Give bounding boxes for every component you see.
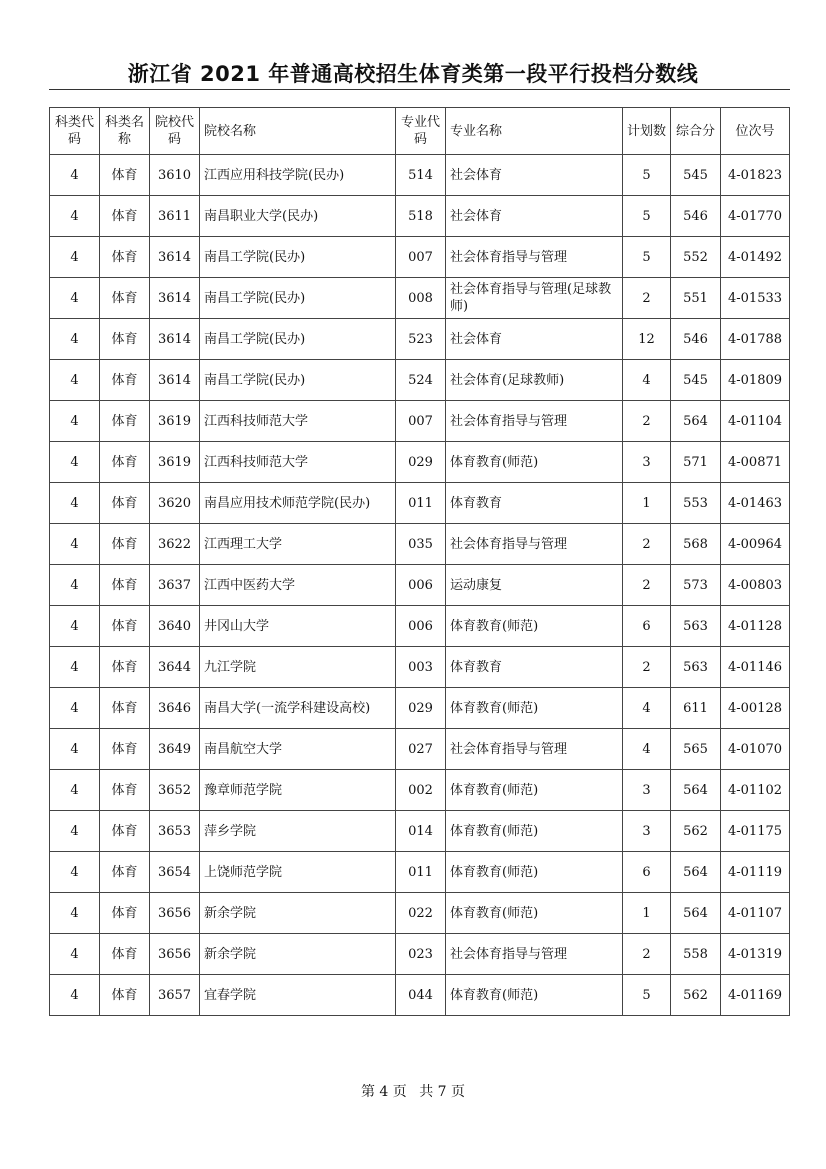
header-category-code: 科类代码 <box>50 108 100 155</box>
cell-category-name: 体育 <box>100 975 150 1016</box>
cell-category-code: 4 <box>50 524 100 565</box>
header-major-code: 专业代码 <box>396 108 446 155</box>
cell-major-name: 社会体育指导与管理 <box>446 524 623 565</box>
cell-plan-count: 5 <box>623 237 671 278</box>
cell-school-code: 3614 <box>150 278 200 319</box>
cell-school-name: 南昌应用技术师范学院(民办) <box>200 483 396 524</box>
cell-rank: 4-01128 <box>721 606 790 647</box>
cell-major-name: 体育教育(师范) <box>446 811 623 852</box>
table-row <box>50 647 790 688</box>
cell-category-code: 4 <box>50 442 100 483</box>
cell-plan-count: 4 <box>623 688 671 729</box>
cell-plan-count: 6 <box>623 606 671 647</box>
cell-major-code: 027 <box>396 729 446 770</box>
cell-school-code: 3653 <box>150 811 200 852</box>
cell-category-code: 4 <box>50 237 100 278</box>
cell-score: 611 <box>671 688 721 729</box>
cell-plan-count: 5 <box>623 975 671 1016</box>
cell-rank: 4-00803 <box>721 565 790 606</box>
cell-major-code: 007 <box>396 237 446 278</box>
table-row <box>50 524 790 565</box>
cell-category-name: 体育 <box>100 442 150 483</box>
cell-category-code: 4 <box>50 401 100 442</box>
cell-rank: 4-01102 <box>721 770 790 811</box>
cell-school-code: 3637 <box>150 565 200 606</box>
cell-category-name: 体育 <box>100 893 150 934</box>
cell-category-code: 4 <box>50 975 100 1016</box>
cell-category-name: 体育 <box>100 278 150 319</box>
cell-school-name: 南昌工学院(民办) <box>200 319 396 360</box>
cell-score: 564 <box>671 852 721 893</box>
table-header-row <box>50 108 790 155</box>
cell-major-name: 体育教育 <box>446 483 623 524</box>
cell-plan-count: 2 <box>623 524 671 565</box>
cell-school-name: 南昌工学院(民办) <box>200 360 396 401</box>
cell-major-name: 体育教育(师范) <box>446 688 623 729</box>
cell-rank: 4-01169 <box>721 975 790 1016</box>
cell-school-name: 南昌工学院(民办) <box>200 278 396 319</box>
cell-major-code: 006 <box>396 565 446 606</box>
cell-category-name: 体育 <box>100 237 150 278</box>
cell-school-name: 井冈山大学 <box>200 606 396 647</box>
cell-score: 568 <box>671 524 721 565</box>
cell-score: 564 <box>671 893 721 934</box>
cell-school-name: 江西中医药大学 <box>200 565 396 606</box>
cell-school-name: 九江学院 <box>200 647 396 688</box>
cell-score: 562 <box>671 975 721 1016</box>
cell-school-code: 3611 <box>150 196 200 237</box>
cell-score: 563 <box>671 606 721 647</box>
cell-major-code: 011 <box>396 483 446 524</box>
cell-category-name: 体育 <box>100 770 150 811</box>
cell-school-code: 3610 <box>150 155 200 196</box>
cell-school-code: 3620 <box>150 483 200 524</box>
cell-school-name: 江西科技师范大学 <box>200 442 396 483</box>
cell-category-name: 体育 <box>100 196 150 237</box>
cell-plan-count: 1 <box>623 483 671 524</box>
cell-score: 553 <box>671 483 721 524</box>
cell-rank: 4-01175 <box>721 811 790 852</box>
cell-category-name: 体育 <box>100 647 150 688</box>
cell-score: 571 <box>671 442 721 483</box>
cell-school-code: 3656 <box>150 893 200 934</box>
cell-major-name: 体育教育(师范) <box>446 442 623 483</box>
cell-major-name: 社会体育(足球教师) <box>446 360 623 401</box>
table-row <box>50 770 790 811</box>
cell-category-name: 体育 <box>100 319 150 360</box>
cell-score: 564 <box>671 770 721 811</box>
header-school-code: 院校代码 <box>150 108 200 155</box>
cell-rank: 4-01788 <box>721 319 790 360</box>
table-body <box>50 155 790 1016</box>
cell-category-name: 体育 <box>100 852 150 893</box>
cell-school-code: 3644 <box>150 647 200 688</box>
table-row <box>50 278 790 319</box>
cell-plan-count: 6 <box>623 852 671 893</box>
table-row <box>50 565 790 606</box>
cell-major-name: 社会体育指导与管理(足球教师) <box>446 278 623 319</box>
cell-major-code: 023 <box>396 934 446 975</box>
cell-school-code: 3614 <box>150 360 200 401</box>
table-row <box>50 155 790 196</box>
page-footer <box>0 1081 826 1101</box>
cell-score: 545 <box>671 155 721 196</box>
cell-school-code: 3614 <box>150 319 200 360</box>
cell-major-code: 524 <box>396 360 446 401</box>
cell-major-code: 518 <box>396 196 446 237</box>
header-plan-count: 计划数 <box>623 108 671 155</box>
cell-major-code: 029 <box>396 688 446 729</box>
cell-rank: 4-00964 <box>721 524 790 565</box>
cell-school-name: 宜春学院 <box>200 975 396 1016</box>
cell-plan-count: 5 <box>623 196 671 237</box>
cell-school-name: 南昌航空大学 <box>200 729 396 770</box>
cell-school-name: 南昌大学(一流学科建设高校) <box>200 688 396 729</box>
cell-major-code: 014 <box>396 811 446 852</box>
cell-score: 546 <box>671 196 721 237</box>
table-row <box>50 196 790 237</box>
cell-category-name: 体育 <box>100 565 150 606</box>
table-row <box>50 934 790 975</box>
cell-school-name: 萍乡学院 <box>200 811 396 852</box>
cell-major-name: 运动康复 <box>446 565 623 606</box>
cell-category-code: 4 <box>50 196 100 237</box>
cell-category-code: 4 <box>50 155 100 196</box>
cell-plan-count: 5 <box>623 155 671 196</box>
cell-category-code: 4 <box>50 770 100 811</box>
cell-major-name: 社会体育指导与管理 <box>446 401 623 442</box>
cell-category-name: 体育 <box>100 811 150 852</box>
cell-major-name: 社会体育 <box>446 319 623 360</box>
cell-plan-count: 2 <box>623 647 671 688</box>
cell-major-code: 007 <box>396 401 446 442</box>
cell-score: 573 <box>671 565 721 606</box>
cell-major-name: 体育教育(师范) <box>446 770 623 811</box>
cell-major-code: 011 <box>396 852 446 893</box>
cell-rank: 4-01319 <box>721 934 790 975</box>
cell-score: 546 <box>671 319 721 360</box>
table-row <box>50 811 790 852</box>
cell-plan-count: 1 <box>623 893 671 934</box>
cell-major-name: 体育教育(师范) <box>446 606 623 647</box>
cell-major-code: 035 <box>396 524 446 565</box>
cell-school-name: 新余学院 <box>200 893 396 934</box>
cell-school-name: 江西理工大学 <box>200 524 396 565</box>
cell-category-code: 4 <box>50 811 100 852</box>
page-title: 浙江省 2021 年普通高校招生体育类第一段平行投档分数线 <box>127 62 699 86</box>
cell-score: 552 <box>671 237 721 278</box>
cell-plan-count: 2 <box>623 278 671 319</box>
table-row <box>50 319 790 360</box>
cell-category-name: 体育 <box>100 360 150 401</box>
cell-category-name: 体育 <box>100 155 150 196</box>
cell-major-code: 514 <box>396 155 446 196</box>
header-major-name: 专业名称 <box>446 108 623 155</box>
cell-school-code: 3657 <box>150 975 200 1016</box>
table-row <box>50 606 790 647</box>
cell-school-code: 3622 <box>150 524 200 565</box>
cell-school-name: 上饶师范学院 <box>200 852 396 893</box>
cell-score: 558 <box>671 934 721 975</box>
cell-school-code: 3619 <box>150 401 200 442</box>
cell-rank: 4-00871 <box>721 442 790 483</box>
table-row <box>50 237 790 278</box>
cell-category-code: 4 <box>50 606 100 647</box>
cell-rank: 4-01492 <box>721 237 790 278</box>
cell-plan-count: 4 <box>623 729 671 770</box>
cell-major-code: 022 <box>396 893 446 934</box>
cell-rank: 4-01809 <box>721 360 790 401</box>
cell-major-code: 002 <box>396 770 446 811</box>
cell-category-code: 4 <box>50 893 100 934</box>
cell-category-code: 4 <box>50 278 100 319</box>
cell-school-name: 南昌职业大学(民办) <box>200 196 396 237</box>
page-number: 第 4 页 <box>360 1084 407 1100</box>
cell-rank: 4-01119 <box>721 852 790 893</box>
cell-plan-count: 4 <box>623 360 671 401</box>
cell-category-name: 体育 <box>100 401 150 442</box>
cell-rank: 4-01463 <box>721 483 790 524</box>
cell-plan-count: 3 <box>623 442 671 483</box>
header-score: 综合分 <box>671 108 721 155</box>
cell-score: 551 <box>671 278 721 319</box>
cell-school-name: 江西应用科技学院(民办) <box>200 155 396 196</box>
cell-major-code: 044 <box>396 975 446 1016</box>
page-total: 共 7 页 <box>419 1084 466 1100</box>
cell-plan-count: 2 <box>623 401 671 442</box>
cell-major-code: 003 <box>396 647 446 688</box>
title-underline <box>49 89 790 90</box>
cell-category-code: 4 <box>50 565 100 606</box>
cell-major-name: 体育教育(师范) <box>446 975 623 1016</box>
cell-school-name: 南昌工学院(民办) <box>200 237 396 278</box>
cell-rank: 4-01533 <box>721 278 790 319</box>
cell-major-code: 006 <box>396 606 446 647</box>
table-row <box>50 893 790 934</box>
cell-rank: 4-01146 <box>721 647 790 688</box>
cell-category-code: 4 <box>50 319 100 360</box>
cell-school-code: 3656 <box>150 934 200 975</box>
cell-category-code: 4 <box>50 852 100 893</box>
cell-category-code: 4 <box>50 688 100 729</box>
cell-major-name: 体育教育 <box>446 647 623 688</box>
cell-score: 563 <box>671 647 721 688</box>
cell-major-code: 523 <box>396 319 446 360</box>
cell-plan-count: 3 <box>623 770 671 811</box>
cell-major-name: 社会体育指导与管理 <box>446 237 623 278</box>
cell-major-name: 体育教育(师范) <box>446 852 623 893</box>
cell-category-name: 体育 <box>100 729 150 770</box>
cell-score: 565 <box>671 729 721 770</box>
cell-score: 562 <box>671 811 721 852</box>
table-row <box>50 442 790 483</box>
cell-school-code: 3640 <box>150 606 200 647</box>
cell-score: 564 <box>671 401 721 442</box>
cell-rank: 4-01104 <box>721 401 790 442</box>
cell-rank: 4-01823 <box>721 155 790 196</box>
table-row <box>50 688 790 729</box>
cell-major-name: 体育教育(师范) <box>446 893 623 934</box>
cell-school-name: 江西科技师范大学 <box>200 401 396 442</box>
cell-rank: 4-00128 <box>721 688 790 729</box>
table-row <box>50 729 790 770</box>
cell-plan-count: 3 <box>623 811 671 852</box>
cell-rank: 4-01070 <box>721 729 790 770</box>
table-row <box>50 975 790 1016</box>
cell-major-name: 社会体育指导与管理 <box>446 729 623 770</box>
cell-major-name: 社会体育 <box>446 196 623 237</box>
table-row <box>50 852 790 893</box>
cell-school-code: 3652 <box>150 770 200 811</box>
cell-plan-count: 2 <box>623 565 671 606</box>
cell-category-code: 4 <box>50 483 100 524</box>
cell-major-code: 029 <box>396 442 446 483</box>
cell-rank: 4-01107 <box>721 893 790 934</box>
table-row <box>50 401 790 442</box>
table-row <box>50 360 790 401</box>
cell-school-code: 3619 <box>150 442 200 483</box>
header-rank: 位次号 <box>721 108 790 155</box>
table-row <box>50 483 790 524</box>
score-table <box>49 107 790 1016</box>
cell-category-name: 体育 <box>100 606 150 647</box>
cell-major-code: 008 <box>396 278 446 319</box>
cell-category-code: 4 <box>50 934 100 975</box>
cell-school-code: 3646 <box>150 688 200 729</box>
cell-category-code: 4 <box>50 360 100 401</box>
cell-category-code: 4 <box>50 647 100 688</box>
cell-school-code: 3649 <box>150 729 200 770</box>
cell-major-name: 社会体育指导与管理 <box>446 934 623 975</box>
cell-category-name: 体育 <box>100 688 150 729</box>
cell-plan-count: 2 <box>623 934 671 975</box>
cell-score: 545 <box>671 360 721 401</box>
cell-school-name: 新余学院 <box>200 934 396 975</box>
header-category-name: 科类名称 <box>100 108 150 155</box>
cell-category-name: 体育 <box>100 483 150 524</box>
cell-school-code: 3654 <box>150 852 200 893</box>
cell-category-code: 4 <box>50 729 100 770</box>
cell-school-code: 3614 <box>150 237 200 278</box>
cell-major-name: 社会体育 <box>446 155 623 196</box>
cell-school-name: 豫章师范学院 <box>200 770 396 811</box>
cell-plan-count: 12 <box>623 319 671 360</box>
cell-category-name: 体育 <box>100 934 150 975</box>
header-school-name: 院校名称 <box>200 108 396 155</box>
cell-category-name: 体育 <box>100 524 150 565</box>
cell-rank: 4-01770 <box>721 196 790 237</box>
